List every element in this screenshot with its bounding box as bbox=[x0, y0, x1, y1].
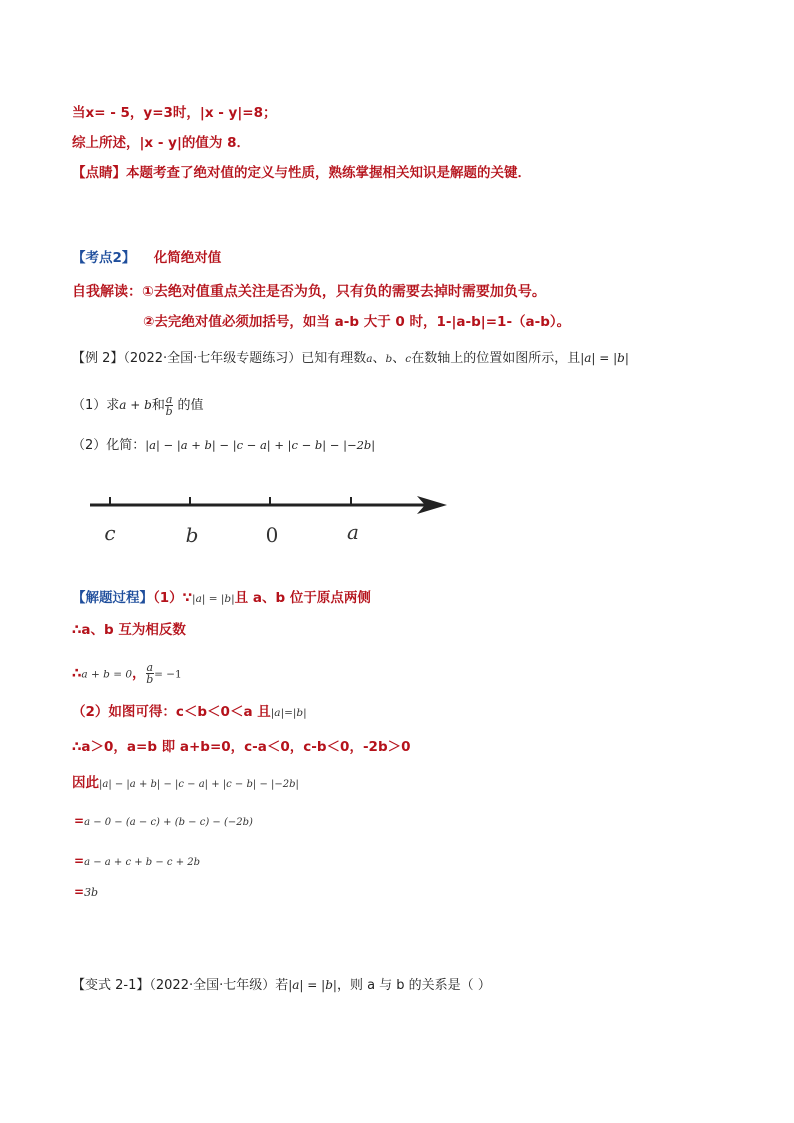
variant-line bbox=[72, 976, 491, 995]
s3-expr: a + b = 0 bbox=[81, 668, 133, 681]
eq1-expr: a − 0 − (a − c) + (b − c) − (−2b) bbox=[84, 817, 253, 828]
eq2-expr: a − a + c + b − c + 2b bbox=[84, 857, 201, 868]
number-line bbox=[85, 490, 455, 552]
q1-and: 和 bbox=[151, 398, 165, 413]
s6-prefix: 因此 bbox=[72, 775, 99, 791]
s1-text: 且 a、b 位于原点两侧 bbox=[234, 590, 371, 606]
example-source: （2022·全国·七年级专题练习）已知有理数 bbox=[123, 351, 367, 366]
zijie-item-1: ①去绝对值重点关注是否为负，只有负的需要去掉时需要加负号。 bbox=[142, 284, 546, 300]
q1-suffix: 的值 bbox=[173, 398, 204, 413]
variant-source: （2022·全国·七年级）若 bbox=[149, 978, 289, 993]
label-c: c bbox=[104, 521, 116, 545]
s3-comma: ， bbox=[132, 665, 146, 682]
solution-line-summary: 综上所述，|x - y|的值为 8． bbox=[72, 135, 250, 151]
separator: 、 bbox=[392, 351, 406, 366]
example-text: 在数轴上的位置如图所示，且 bbox=[411, 351, 581, 366]
s3-rhs: = −1 bbox=[154, 668, 182, 681]
variant-tag: 【变式 2-1】 bbox=[72, 978, 150, 993]
variant-text: ，则 a 与 b 的关系是（ ） bbox=[336, 978, 491, 993]
zijie-line-1 bbox=[72, 283, 546, 301]
variant-condition: |a| = |b| bbox=[288, 978, 337, 992]
q2-prefix: （2）化简： bbox=[72, 438, 146, 453]
label-b: b bbox=[185, 523, 199, 547]
separator: 、 bbox=[372, 351, 386, 366]
kaodian-tag: 【考点2】 bbox=[72, 250, 136, 266]
solution-line-5: ∴a＞0，a=b 即 a+b=0，c-a＜0，c-b＜0，-2b＞0 bbox=[72, 739, 411, 755]
solution-line-3 bbox=[72, 662, 182, 685]
q1-frac-den: b bbox=[165, 405, 173, 418]
s3-frac-num: a bbox=[146, 661, 154, 674]
eq3-expr: 3b bbox=[84, 886, 99, 899]
dianjing-text: 本题考查了绝对值的定义与性质，熟练掌握相关知识是解题的关键． bbox=[126, 165, 531, 181]
s3-frac-den: b bbox=[146, 673, 154, 686]
solution-line-case: 当x= - 5，y=3时，|x - y|=8； bbox=[72, 105, 277, 121]
zijie-label: 自我解读： bbox=[72, 284, 142, 300]
example-condition: |a| = |b| bbox=[580, 351, 629, 365]
q1-prefix: （1）求 bbox=[72, 398, 120, 413]
eq-sign: = bbox=[74, 814, 85, 828]
solution-line-6 bbox=[72, 774, 299, 794]
question-1 bbox=[72, 394, 204, 417]
example-line bbox=[72, 349, 629, 368]
s4-condition: |a|=|b| bbox=[270, 707, 307, 719]
equation-step-3 bbox=[74, 885, 98, 899]
solution-line-4 bbox=[72, 703, 307, 722]
eq-sign: = bbox=[74, 885, 85, 899]
solution-line-1 bbox=[72, 589, 371, 608]
kaodian-heading bbox=[72, 249, 221, 267]
q1-expr: a + b bbox=[119, 398, 152, 412]
example-tag: 【例 2】 bbox=[72, 351, 124, 366]
equation-step-1 bbox=[74, 814, 253, 828]
solution-line-2: ∴a、b 互为相反数 bbox=[72, 622, 186, 638]
label-a: a bbox=[347, 520, 359, 544]
question-2 bbox=[72, 436, 375, 455]
zijie-item-2: ②去完绝对值必须加括号，如当 a-b 大于 0 时，1-|a-b|=1-（a-b）。 bbox=[143, 314, 571, 330]
solution-tag: 【解题过程】 bbox=[72, 590, 153, 606]
s3-prefix: ∴ bbox=[72, 665, 82, 682]
q2-expr: |a| − |a + b| − |c − a| + |c − b| − |−2b| bbox=[145, 438, 376, 452]
var-a: a bbox=[366, 353, 373, 365]
s6-expr: |a| − |a + b| − |c − a| + |c − b| − |−2b| bbox=[99, 779, 299, 790]
kaodian-title: 化简绝对值 bbox=[153, 250, 222, 266]
q1-frac-num: a bbox=[165, 393, 173, 406]
s1-prefix: （1）∵ bbox=[153, 590, 193, 606]
dianjing-line bbox=[72, 164, 531, 182]
s3-fraction bbox=[146, 662, 155, 685]
s1-condition: |a| = |b| bbox=[192, 593, 235, 605]
var-b: b bbox=[385, 353, 393, 365]
dianjing-tag: 【点睛】 bbox=[72, 165, 126, 181]
var-c: c bbox=[405, 353, 412, 365]
eq-sign: = bbox=[74, 854, 85, 868]
s4-text: （2）如图可得：c＜b＜0＜a 且 bbox=[72, 704, 271, 720]
equation-step-2 bbox=[74, 854, 200, 868]
label-0: 0 bbox=[265, 523, 279, 547]
